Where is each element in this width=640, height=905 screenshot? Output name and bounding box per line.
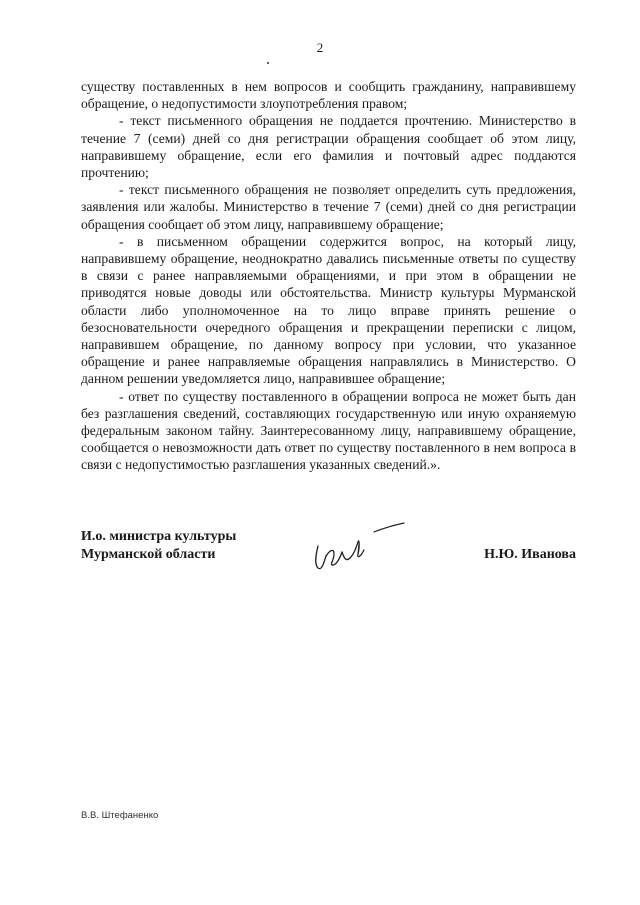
paragraph-continuation: существу поставленных в нем вопросов и сообщить гражданину, направившему обращение, о недопустимости злоупотребления правом;: [81, 79, 576, 112]
signatory-title-line2: Мурманской области: [81, 547, 216, 562]
signatory-title: [81, 528, 236, 564]
paragraph-state-secret: - ответ по существу поставленного в обращении вопроса не может быть дан без разглашения сведений, составляющих государственную или иную охраняемую федеральным законом тайну. Заинтересованному лицу, направившему обращение, сообщается о невозможности дать ответ по существу поставленного в нем вопроса в связи с недопустимостью разглашения указанных сведений.».: [81, 388, 576, 473]
executor-name: В.В. Штефаненко: [81, 810, 159, 821]
document-body: [81, 78, 576, 474]
paragraph-unreadable-text: - текст письменного обращения не поддается прочтению. Министерство в течение 7 (семи) дней со дня регистрации обращения сообщает об этом лицу, направившему обращение, если его фамилия и почтовый адрес поддаются прочтению;: [81, 113, 576, 181]
page-number: 2: [316, 40, 324, 55]
signatory-title-line1: И.о. министра культуры: [81, 529, 237, 544]
signatory-name: Н.Ю. Иванова: [484, 547, 576, 562]
handwritten-signature: [308, 518, 418, 578]
paragraph-repeated-question: - в письменном обращении содержится вопрос, на который лицу, направившему обращение, неоднократно давались письменные ответы по существу в связи с ранее направляемыми обращениями, и при этом в обращении не приводятся новые доводы или обстоятельства. Министр культуры Мурманской области либо уполномоченное на то лицо вправе принять решение о безосновательности очередного обращения и прекращении переписки с лицом, направившем обращение, по данному вопросу при условии, что указанное обращение и ранее направляемые обращения направлялись в Министерство. О данном решении уведомляется лицо, направившее обращение;: [81, 233, 576, 387]
paragraph-undefined-subject: - текст письменного обращения не позволяет определить суть предложения, заявления или жалобы. Министерство в течение 7 (семи) дней со дня регистрации обращения сообщает об этом лицу, направившему обращение;: [81, 182, 576, 232]
scan-dot: [267, 62, 269, 64]
